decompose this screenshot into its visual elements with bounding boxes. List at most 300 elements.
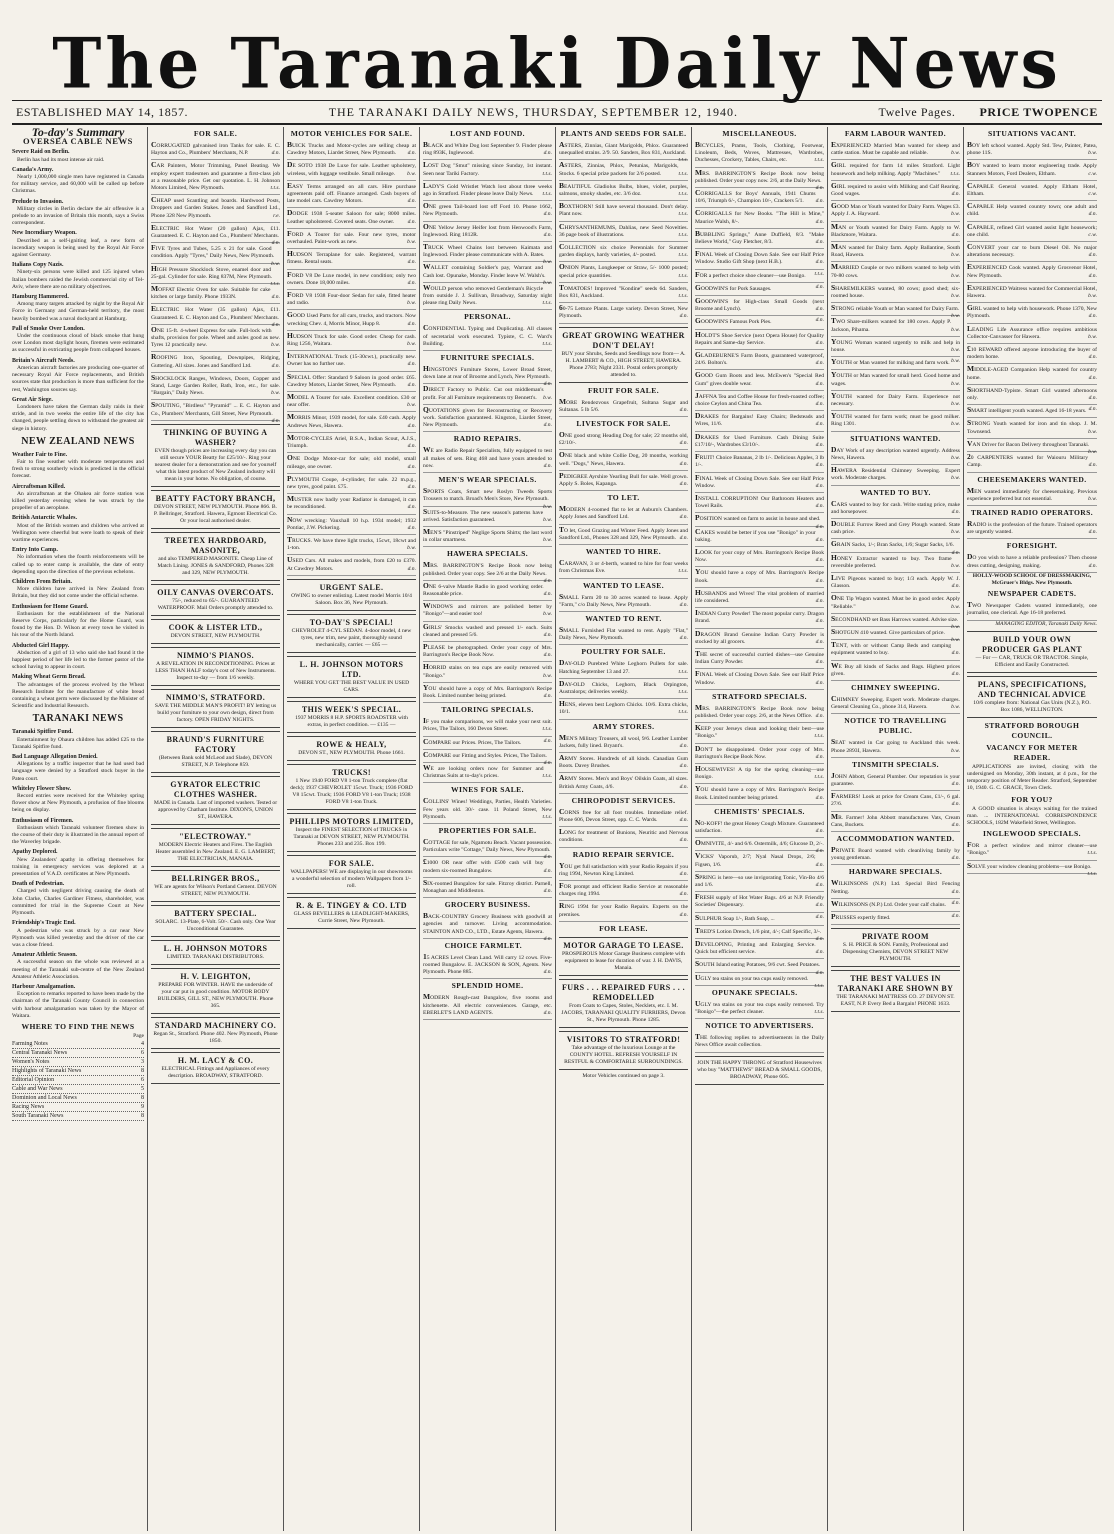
column-5 [556, 127, 692, 1531]
classified-ad [559, 262, 688, 282]
taranaki-list [12, 729, 144, 1020]
news-body: Record entries were received for the Whiteley spring flower show at New Plymouth, a profusion of fine blooms being on display. [12, 793, 144, 814]
index-label: Women's Notes [12, 1059, 50, 1066]
visitors-title: VISITORS TO STRATFORD! [566, 1034, 681, 1044]
ad-initial: S [287, 371, 292, 381]
gas-plant-body: — For — CAR, TRUCK OR TRACTOR. Simple, Efficient and Easily Constructed. [975, 654, 1089, 668]
tailoring-list [423, 716, 552, 783]
ad-text: F you make comparisons, we will make your next suit. Prices, The Tailors, 160 Devon Street. [423, 719, 552, 733]
ad-initial: R [151, 352, 157, 362]
to-let-list [559, 504, 688, 545]
ad-text: E are looking orders now for Summer and Christmas Suits at to-day's prices. [423, 765, 544, 780]
ad-initial: C [151, 140, 157, 149]
classified-ad [151, 160, 280, 195]
classified-ad [695, 473, 824, 493]
display-ad [287, 764, 416, 810]
ad-initial: G [831, 180, 837, 190]
chimney-title: CHIMNEY SWEEPING. [851, 682, 940, 692]
ad-initial: S [967, 405, 972, 415]
ad-initial: W [423, 601, 431, 611]
news-headline: Enthusiasm of Firemen. [12, 817, 74, 824]
situations-vacant-list [967, 140, 1097, 473]
ad-text: AN wanted for Dairy farm. Apply Ballantine, South Road, Hawera. [831, 245, 960, 259]
display-ad-heading: COOK & LISTER LTD., [168, 622, 263, 632]
ad-tag: t.t.s. [678, 568, 688, 575]
furniture-list [423, 364, 552, 432]
ad-initial: L [695, 546, 701, 556]
ad-tag: d.n. [543, 150, 552, 157]
ad-tag: d.n. [679, 891, 688, 898]
ad-text: RESH supply of Hot Water Bags. 4/6 at N.P. Friendly Societies' Dispensary. [695, 895, 824, 909]
furniture-title: FURNITURE SPECIALS. [440, 353, 535, 363]
ad-initial: W [423, 445, 431, 455]
classified-ad [695, 913, 824, 926]
ad-tag: d.n. [815, 557, 824, 564]
classified-ad [287, 494, 416, 514]
situations-wanted-list [831, 445, 960, 486]
ad-initial: S [831, 737, 836, 747]
ad-initial: O [423, 580, 429, 590]
ad-initial: W [423, 282, 431, 292]
classified-ad [831, 878, 960, 898]
ad-text: ILKINSONS (N.P.) Ltd. Order your calf chains. [838, 901, 947, 908]
display-ad-body: DEVON ST., NEW PLYMOUTH. Phone 1661. [298, 749, 405, 756]
ad-tag: d.n. [815, 969, 824, 976]
classified-ad [967, 860, 1097, 877]
ad-initial: T [423, 242, 429, 252]
index-page: 8 [141, 1095, 144, 1102]
display-ad [287, 701, 416, 733]
ad-initial: H [423, 662, 429, 672]
ad-tag: b.w. [951, 623, 960, 630]
display-ad-heading: H. V. LEIGHTON, [180, 971, 251, 981]
gas-plant-title: BUILD YOUR OWN PRODUCER GAS PLANT [981, 634, 1083, 654]
foresight-list [967, 552, 1097, 572]
ad-initial: O [559, 430, 565, 440]
ad-tag: d.n. [951, 549, 960, 556]
ad-text: OHN Abbott, General Plumber. Our reputation is your guarantee. [831, 773, 960, 787]
ad-initial: M [287, 494, 295, 504]
ad-tag: d.n. [815, 536, 824, 543]
ad-text: ARAVAN, 3 or 4-berth, wanted to hire for four weeks from Christmas Eve. [559, 561, 688, 575]
garage-lease-body: PROSPEROUS Motor Garage Business complete with equipment to lease for duration of war. J. H. DAVIS, Manaia. [562, 950, 685, 971]
classified-ad [151, 222, 280, 247]
ad-tag: d.n. [543, 737, 552, 744]
ad-text: EAUTIFUL Gladiolus Bulbs, blues, violet, purples, salmons, smoky shades, etc. 3/6 doz. [559, 183, 688, 198]
display-ad [151, 584, 280, 616]
classified-ad [831, 694, 960, 714]
classified-ad [423, 486, 552, 510]
ad-initial: H [559, 699, 565, 709]
ad-initial: D [695, 939, 701, 949]
ad-tag: d.n. [407, 443, 416, 450]
news-headline: Children From Britain. [12, 578, 72, 585]
ad-text: OR a perfect choice shoe cleaner—use Bonigo. [699, 272, 806, 279]
ad-tag: b.w. [951, 603, 960, 610]
classified-ad [423, 560, 552, 584]
ad-initial: C [423, 796, 429, 806]
ad-text: ENT, with or without Camp Beds and camping equipment wanted to buy. [831, 643, 952, 657]
ad-initial: P [287, 473, 292, 483]
ad-text: HE secret of successful curried dishes—use Genuine Indian Curry Powder. [695, 651, 824, 666]
ad-initial: H [151, 263, 157, 273]
ad-tag: d.n. [271, 362, 280, 369]
ad-initial: F [695, 669, 700, 679]
ad-text: HE following replies to advertisements in the Daily News Office await collection. [695, 1035, 824, 1049]
classified-ad [559, 397, 688, 417]
classified-ad [423, 642, 552, 662]
ad-text: OLLECTION six choice Perennials for Summer garden displays, hardy varieties, 4/- posted. [559, 245, 688, 259]
ad-tag: d.n. [815, 360, 824, 367]
display-ad-body: Inspect the FINEST SELECTION of TRUCKS in Taranaki at DEVON STREET, NEW PLYMOUTH. Phones 233 and 235. Box 199. [293, 826, 410, 847]
news-body: An aircraftsman at the Ohakea air force station was killed yesterday evening when he was struck by the propeller of an aeroplane. [12, 490, 144, 512]
ad-text: OU should have a copy of Mrs. Barrington's Recipe Book. Limited number being printed. [423, 685, 552, 699]
wines-title: WINES FOR SALE. [451, 785, 524, 795]
ad-tag: d.n. [815, 462, 824, 469]
classified-ad [287, 310, 416, 330]
wanted-rent-title: WANTED TO RENT. [585, 613, 662, 623]
ad-initial: M [559, 396, 567, 406]
ad-tag: d.n. [679, 816, 688, 823]
ad-text: RAGON Brand Genuine Indian Curry Powder is stocked by all grocers. [695, 631, 824, 645]
ad-tag: d.n. [951, 583, 960, 590]
classified-ad [423, 716, 552, 736]
inglewood-title: INGLEWOOD SPECIALS. [983, 829, 1081, 839]
ad-text: OOD Man or Youth wanted for Dairy Farm. Wages £3. Apply J. A. Hayward. [831, 204, 960, 218]
classified-ad [695, 229, 824, 249]
ad-initial: L [831, 572, 837, 582]
news-body: Enthusiasm which Taranaki volunteer firemen show in the course of their duty is illustrated in the annual report of the Waverley brigade. [12, 824, 144, 846]
classified-ad [151, 325, 280, 353]
ad-text: NTERNATIONAL Truck (15-30cwt.), practically new. Owner has no further use. [287, 354, 416, 368]
radio-repairs-list [423, 445, 552, 473]
classified-ad [423, 445, 552, 473]
ad-initial: D [695, 743, 701, 753]
column-2 [148, 127, 284, 1531]
ad-initial: Q [423, 404, 429, 414]
ad-tag: d.n. [407, 504, 416, 511]
ad-tag: t.t.s. [814, 1009, 824, 1016]
display-ad-body: SOLARC. 13-Plate, 6-Volt. 50/-. Cash only. One Year Unconditional Guarantee. [155, 918, 276, 932]
classified-ad [287, 474, 416, 494]
index-label: Racing News [12, 1104, 45, 1111]
ad-text: NSTALL CORRUPTION! Our Bathroom Heaters and Towel Rails. [695, 495, 824, 510]
ad-tag: d.n. [951, 670, 960, 677]
hardware-title: HARDWARE SPECIALS. [848, 867, 943, 877]
army-stores-title: ARMY STORES. [592, 721, 655, 731]
ad-initial: V [695, 851, 701, 861]
classified-ad [831, 640, 960, 660]
classified-ad [695, 999, 824, 1019]
lost-found-title: LOST AND FOUND. [450, 129, 525, 138]
ad-tag: t.t.s. [814, 733, 824, 740]
ad-initial: U [695, 972, 701, 982]
display-ad-heading: OILY CANVAS OVERCOATS. [157, 587, 274, 597]
furs-body: From Coats to Capes, Stoles, Necklets, etc. I. M. JACOBS, TARANAKI QUALITY FURRIERS, Devon St., New Plymouth. Phone 1285. [561, 1002, 686, 1023]
ad-tag: d.n. [679, 313, 688, 320]
wanted-lease-title: WANTED TO LEASE. [582, 580, 665, 590]
ad-text: ORRIGALLS for Boys' Annuals, 1941 Chums 10/6, Triumph 6/-, Champion 10/-, Crackers 5/1. [695, 191, 816, 205]
ad-tag: d.n. [815, 936, 824, 943]
ad-initial: Y [695, 784, 701, 794]
ad-initial: L [423, 180, 429, 190]
ad-initial: M [695, 702, 703, 712]
inglewood-list [967, 840, 1097, 877]
ad-text: LECTRIC Hot Water (35 gallon) Ajax, £11. Guaranteed. E. C. Hayton and Co., Plumbers' Merchants. [151, 307, 280, 321]
ad-tag: t.t.s. [678, 231, 688, 238]
ad-text: UITS-to-Measure. The new season's patterns have arrived. Satisfaction guaranteed. [423, 509, 544, 523]
ad-tag: d.n. [815, 753, 824, 760]
ad-text: IVE Pigeons wanted to buy; 1/3 each. Apply W. J. Glasson. [831, 575, 960, 590]
display-ad-body: 1 New 1940 FORD V8 1-ton Truck complete (flat deck); 1937 CHEVROLET 15cwt. Truck; 1936 FORD V8 15cwt. Truck; 1936 FORD V8 1-ton Truck; 1938 FORD V8 1-ton Truck. [290, 777, 413, 805]
ad-initial: Y [831, 357, 837, 367]
ad-initial: G [695, 370, 701, 380]
display-ad-body: GLASS BEVELLERS & LEADLIGHT-MAKERS, Currie Street, New Plymouth. [293, 910, 410, 924]
for-you-title: FOR YOU? [1011, 794, 1053, 804]
ad-tag: t.t.s. [1087, 850, 1097, 857]
ad-text: RUCKS. We have three light trucks, 15cwt, 18cwt and 1-ton. [287, 537, 416, 552]
classified-ad [423, 622, 552, 642]
classified-ad [695, 296, 824, 316]
ad-text: ORRID stains on tea cups are easily removed with "Bonigo." [423, 665, 552, 679]
classified-ad [695, 513, 824, 530]
ad-initial: C [559, 221, 565, 231]
ad-tag: b.w. [951, 252, 960, 259]
ad-tag: d.n. [679, 911, 688, 918]
ad-initial: O [831, 593, 837, 603]
column-6 [692, 127, 828, 1531]
ad-initial: B [695, 140, 701, 149]
ad-text: ONG for treatment of Bunions, Neuritic and Nervous conditions. [559, 830, 688, 844]
ad-tag: d.n. [951, 231, 960, 238]
ad-initial: H [287, 249, 293, 259]
ad-tag: d.n. [815, 913, 824, 920]
display-ad [287, 656, 416, 698]
classified-ad [423, 181, 552, 201]
ad-tag: d.n. [543, 590, 552, 597]
ad-tag: d.n. [951, 780, 960, 787]
ad-text: EAT wanted in Car going to Auckland this week. Phone 2893I, Hawera. [831, 740, 960, 754]
ad-tag: b.w. [543, 259, 552, 266]
ad-tag: b.w. [951, 380, 960, 387]
classified-ad [423, 878, 552, 898]
ad-text: EN wanted immediately for cheesemaking. Previous experience preferred but not essential. [967, 488, 1097, 502]
classified-ad [695, 567, 824, 587]
ad-text: 0-75 Lettuce Plants. Large variety. Devon Street, New Plymouth. [559, 306, 688, 320]
classified-ad [287, 270, 416, 290]
ad-initial: C [559, 806, 565, 816]
ad-initial: H [831, 465, 837, 475]
ad-text: NE black and white Collie Dog, 20 months, working well. "Dogs," News, Hawera. [559, 453, 688, 467]
ad-text: ORRIGALLS for New Books. "The Hill is Mine," Maurice Walsh, 8/-. [695, 211, 824, 225]
classified-ad [695, 208, 824, 228]
news-headline: Great Air Siege. [12, 396, 53, 403]
index-label: Farming Notes [12, 1041, 48, 1048]
ad-text: PECIAL Offer: Standard 9 Saloon in good order. £65. Cawdrey Motors, Liardet Street, New Plymouth. [287, 374, 416, 388]
classified-ad [831, 593, 960, 613]
display-ad-heading: URGENT SALE. [319, 582, 384, 592]
ad-text: OULD person who removed Gentleman's Bicycle from outside J. J. Sullivan, Broadway, Saturday night please ring Daily News. [423, 285, 552, 307]
display-ad-body: WALLPAPERS! WE are displaying in our showrooms a wonderful selection of modern Wallpapers from 1/- roll. [290, 868, 413, 889]
news-headline: Hamburg Hammered. [12, 294, 69, 301]
display-ad-heading: L. H. JOHNSON MOTORS [163, 943, 268, 953]
ad-text: MART intelligent youth wanted. Aged 16-18 years. [971, 408, 1087, 415]
display-ad-body: WHERE YOU GET THE BEST VALUE IN USED CARS. [293, 679, 410, 693]
classified-ad [831, 201, 960, 221]
ad-text: UICK Trucks and Motor-cycles are selling cheap at Cawdrey Motors, Liardet Street, New Plymouth. [287, 143, 416, 157]
ad-text: SED Cars. All makes and models, from £20 to £370. At Cawdrey Motors. [287, 558, 416, 572]
ad-tag: d.n. [1088, 211, 1097, 218]
display-ad-heading: L. H. JOHNSON MOTORS LTD. [299, 659, 404, 679]
ad-tag: d.n. [815, 638, 824, 645]
classified-ad [559, 140, 688, 164]
ad-text: TRONG Youth wanted for iron and tin shop. J. M. Townsend. [967, 421, 1097, 435]
ad-initial: M [423, 992, 431, 1002]
for-you-body: A GOOD situation is always waiting for the trained man. ... INTERNATIONAL CORRESPONDENCE SCHOOLS, 182M Wakefield Street, Wellington. [967, 805, 1097, 826]
ad-tag: d.n. [407, 259, 416, 266]
choice-farmlet-list [423, 952, 552, 980]
index-row [12, 1049, 144, 1058]
ad-initial: D [831, 518, 837, 528]
ad-initial: £ [967, 344, 971, 354]
classified-ad [423, 323, 552, 351]
masthead [12, 8, 1102, 105]
radio-service-title: RADIO REPAIR SERVICE. [572, 849, 675, 859]
ad-tag: d.n. [271, 240, 280, 247]
classified-ad [695, 167, 824, 192]
chemists-list [695, 817, 824, 989]
classified-ad [695, 316, 824, 329]
ad-tag: d.n. [815, 712, 824, 719]
ad-text: STERS, Zinnias, Giant Marigolds, Phlox. Guaranteed unequalled strains. 2/9. 50. Sanders, Box 831, Auckland. [559, 143, 688, 157]
poultry-title: POULTRY FOR SALE. [581, 647, 666, 657]
ad-text: ACK-COUNTRY Grocery Business with goodwill at agencies and turnover. Living accommodation. STAINTON AND CO., LTD., Estate Agents, Hawera. [423, 914, 552, 935]
ad-text: E Buy all kinds of Sacks and Bags. Highest prices given. [831, 663, 960, 677]
classified-ad [695, 249, 824, 269]
classified-ad [559, 181, 688, 201]
ad-tag: d.n. [815, 283, 824, 290]
ad-initial: M [831, 262, 839, 272]
ad-initial: G [695, 296, 701, 306]
ad-initial: D [287, 208, 293, 218]
ad-text: ICKS' Vaporub, 2/7; Nyal Nasal Drops, 2/6; Figsen, 1/6. [695, 854, 816, 868]
classified-ad [695, 493, 824, 513]
ad-tag: t.t.s. [678, 272, 688, 279]
personal-list [423, 323, 552, 351]
display-ad-body: LIMITED. TARANAKI DISTRIBUTORS. [166, 953, 265, 960]
classified-ad [559, 558, 688, 578]
news-body: A pedestrian who was struck by a car near New Plymouth was killed yesterday and the driver of the car was a close friend. [12, 927, 144, 948]
ad-tag: d.n. [815, 523, 824, 530]
ad-tag: t.t.s. [542, 170, 552, 177]
miscellaneous-title: MISCELLANEOUS. [722, 129, 797, 138]
news-headline: Italians Copy Nazis. [12, 262, 64, 269]
ad-tag: b.w. [951, 562, 960, 569]
ad-text: OU should have a copy of Mrs. Barrington's Recipe Book. Limited number being printed. [695, 787, 824, 801]
ad-text: ONVERT your car to burn Diesel Oil. No major alterations necessary. [967, 245, 1097, 259]
mattress-ad [831, 970, 960, 1012]
classified-ad [559, 430, 688, 450]
ad-initial: M [831, 221, 839, 231]
ad-initial: D [287, 160, 293, 170]
ad-initial: S [695, 871, 700, 881]
radio-service-list [559, 861, 688, 922]
hardware-list [831, 878, 960, 925]
ad-tag: t.t.s. [542, 191, 552, 198]
ad-tag: t.t.s. [678, 157, 688, 164]
ad-text: OUTH Island eating Potatoes, 9/6 cwt. Seed Potatoes. [699, 962, 821, 969]
chemists-title: CHEMISTS' SPECIALS. [714, 806, 805, 816]
ad-initial: B [695, 228, 701, 238]
summary-title: To-day's Summary [31, 127, 125, 139]
classified-ad [831, 140, 960, 160]
ad-tag: b.w. [951, 150, 960, 157]
ad-initial: S [831, 613, 836, 623]
classified-ad [287, 515, 416, 535]
ad-initial: A [559, 160, 565, 170]
ad-text: INAL Week of Closing Down Sale. See our Half Price Window. [695, 672, 824, 686]
ad-initial: I [695, 492, 698, 502]
classified-ad [831, 262, 960, 282]
radio-repairs-title: RADIO REPAIRS. [453, 434, 522, 444]
ad-initial: D [967, 552, 973, 562]
cheesemakers-list [967, 486, 1097, 506]
motor-vehicles-list [287, 140, 416, 576]
ad-initial: M [831, 811, 839, 821]
ad-tag: d.n. [543, 462, 552, 469]
ad-tag: d.n. [1088, 272, 1097, 279]
ad-text: XPERIENCED Waitress wanted for Commercial Hotel, Hawera. [967, 285, 1097, 300]
classified-ad [695, 370, 824, 390]
classified-ad [423, 527, 552, 547]
classified-ad [967, 201, 1097, 221]
ad-initial: C [695, 188, 701, 198]
ad-tag: t.t.s. [678, 252, 688, 259]
ad-initial: T [287, 534, 293, 544]
ad-tag: t.t.s. [270, 281, 280, 288]
ad-text: AWERA Residential Chimney Sweeping. Expert work. Moderate charges. [831, 468, 960, 482]
news-headline: Canada's Army. [12, 166, 54, 173]
classified-ad [287, 229, 416, 249]
ad-tag: b.w. [1088, 495, 1097, 502]
ad-text: IRL wanted to help with housework. Phone 1370, New Plymouth. [967, 306, 1097, 320]
ad-text: ARRIED Couple or two milkers wanted to help with 70-80 cows. [831, 265, 960, 279]
ad-text: MNIVITE, 4/- and 6/6. Ostermilk, 4/6; Glucose D, 2/-. [700, 841, 824, 848]
ad-initial: L [967, 323, 973, 333]
classified-ad [695, 547, 824, 567]
taranaki-section-title: TARANAKI NEWS [32, 713, 124, 725]
ad-tag: d.n. [407, 198, 416, 205]
livestock-title: LIVESTOCK FOR SALE. [576, 419, 671, 429]
news-headline: Whiteley Flower Show. [12, 785, 72, 792]
ad-tag: d.n. [407, 218, 416, 225]
dateline [12, 101, 1102, 125]
ad-initial: S [967, 384, 972, 394]
ad-initial: G [695, 316, 701, 326]
ad-tag: d.n. [1088, 354, 1097, 361]
ad-initial: C [559, 558, 565, 568]
display-ad-heading: BATTERY SPECIAL. [174, 908, 257, 918]
ad-text: AY-OLD Purebred White Leghorn Pullets for sale. Hatching September 13 and 27. [559, 661, 688, 675]
classified-ad [695, 391, 824, 411]
stratford-specials-list [695, 703, 824, 805]
plants-list [559, 140, 688, 324]
news-headline: Severe Raid on Berlin. [12, 149, 70, 156]
ad-initial: D [559, 678, 565, 688]
mens-wear-title: MEN'S WEAR SPECIALS. [438, 475, 537, 485]
ad-initial: Y [831, 411, 837, 421]
news-body: Under the continuous cloud of black smoke that hung over London most daylight hours, firemen were estimated as successful in extricating people from collapsed houses. [12, 333, 144, 354]
